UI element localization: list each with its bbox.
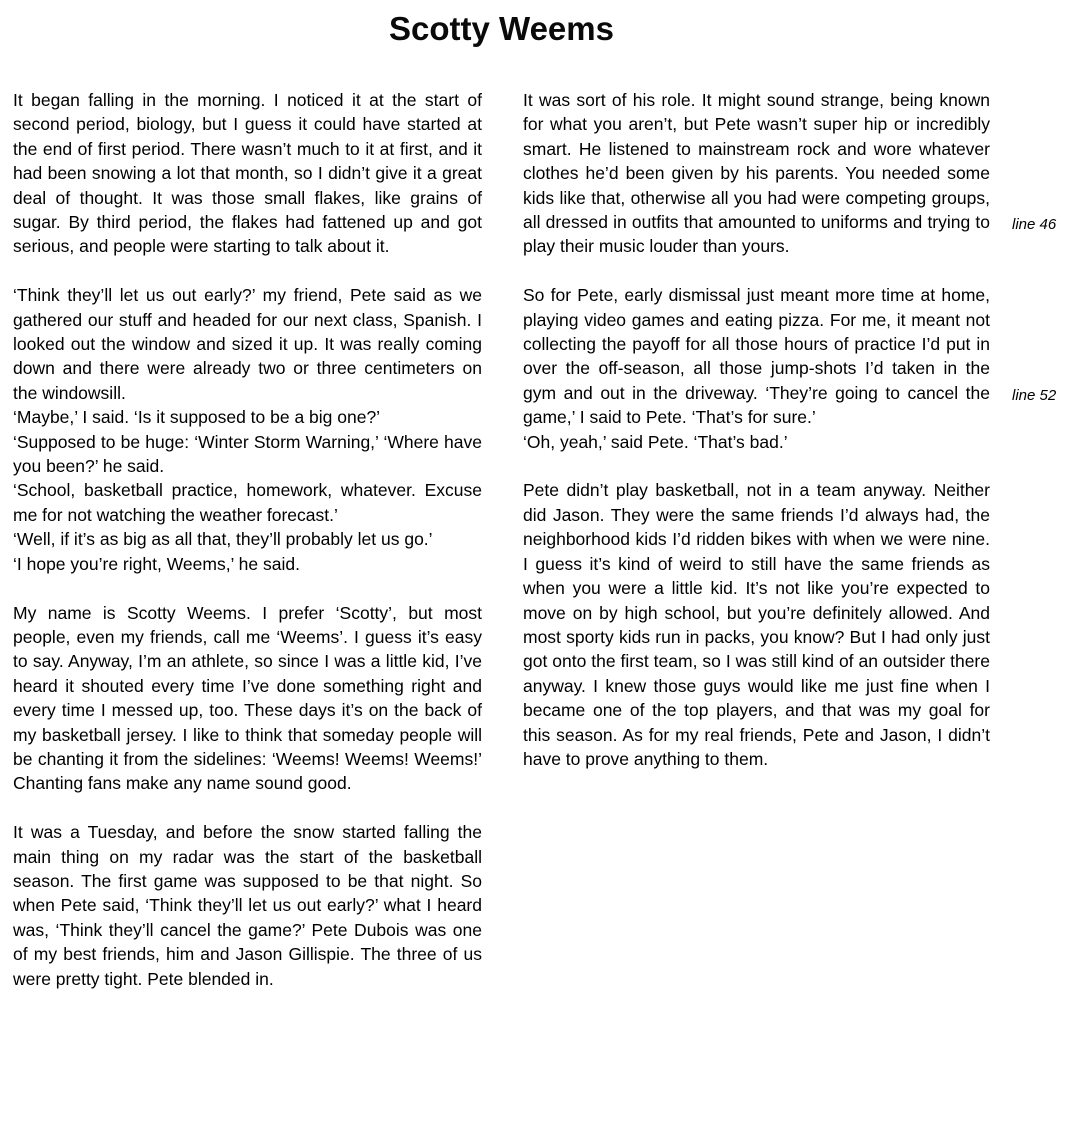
dialogue-line: ‘I hope you’re right, Weems,’ he said. [13,553,300,574]
paragraph-block [523,478,990,771]
paragraph-block [523,283,990,454]
passage-paragraph: It was sort of his role. It might sound strange, being known for what you aren’t, but Pete wasn’t super hip or incredibly smart. He listened to mainstream rock and wore whatever clothes he’d been given by his parents. You needed some kids like that, otherwise all you had were competing groups, all dressed in outfits that amounted to uniforms and trying to play their music louder than yours. [523,90,990,257]
passage-paragraph: It was a Tuesday, and before the snow started falling the main thing on my radar was the start of the basketball season. The first game was supposed to be that night. So when Pete said, ‘Think they’ll let us out early?’ what I heard was, ‘Think they’ll cancel the game?’ Pete Dubois was one of my best friends, him and Jason Gillispie. The three of us were pretty tight. Pete blended in. [13,822,482,989]
margin-note-line-52: line 52 [1012,387,1057,404]
dialogue-line: ‘Supposed to be huge: ‘Winter Storm Warning,’ ‘Where have you been?’ he said. [13,431,482,477]
passage-title: Scotty Weems [389,10,614,47]
paragraph-block [523,88,990,259]
dialogue-line: ‘Oh, yeah,’ said Pete. ‘That’s bad.’ [523,431,788,452]
right-column [523,88,990,991]
paragraph-block [13,88,482,259]
paragraph-block [13,601,482,796]
paragraph-block [13,820,482,991]
dialogue-block [13,283,482,576]
passage-paragraph: So for Pete, early dismissal just meant more time at home, playing video games and eating pizza. For me, it meant not collecting the payoff for all those hours of practice I’d put in over the off-season, all those jump-shots I’d taken in the gym and out in the driveway. ‘They’re going to cancel the game,’ I said to Pete. ‘That’s for sure.’ [523,285,990,428]
passage-paragraph: It began falling in the morning. I noticed it at the start of second period, biology, but I guess it could have started at the end of first period. There wasn’t much to it at first, and it had been snowing a lot that month, so I didn’t give it a great deal of thought. It was those small flakes, like grains of sugar. By third period, the flakes had fattened up and got serious, and people were starting to talk about it. [13,90,482,257]
dialogue-line: ‘School, basketball practice, homework, whatever. Excuse me for not watching the weather forecast.’ [13,480,482,525]
passage-paragraph: My name is Scotty Weems. I prefer ‘Scotty’, but most people, even my friends, call me ‘Weems’. I guess it’s easy to say. Anyway, I’m an athlete, so since I was a little kid, I’ve heard it shouted every time I’ve done something right and every time I messed up, too. These days it’s on the back of my basketball jersey. I like to think that someday people will be chanting it from the sidelines: ‘Weems! Weems! Weems!’ Chanting fans make any name sound good. [13,602,482,794]
passage-paragraph: ‘Think they’ll let us out early?’ my friend, Pete said as we gathered our stuff and headed for our next class, Spanish. I looked out the window and sized it up. It was really coming down and there were already two or three centimeters on the windowsill. [13,285,482,403]
left-column [13,88,482,991]
dialogue-line: ‘Maybe,’ I said. ‘Is it supposed to be a big one?’ [13,407,381,428]
margin-note-line-46: line 46 [1012,216,1057,233]
text-columns [13,88,990,991]
passage-paragraph: Pete didn’t play basketball, not in a team anyway. Neither did Jason. They were the same friends I’d always had, the neighborhood kids I’d ridden bikes with when we were nine. I guess it’s kind of weird to still have the same friends as when you were a little kid. It’s not like you’re expected to move on by high school, but you’re definitely allowed. And most sporty kids run in packs, you know? But I had only just got onto the first team, so I was still kind of an outsider there anyway. I knew those guys would like me just fine when I became one of the top players, and that was my goal for this season. As for my real friends, Pete and Jason, I didn’t have to prove anything to them. [523,480,990,769]
dialogue-line: ‘Well, if it’s as big as all that, they’ll probably let us go.’ [13,529,433,550]
